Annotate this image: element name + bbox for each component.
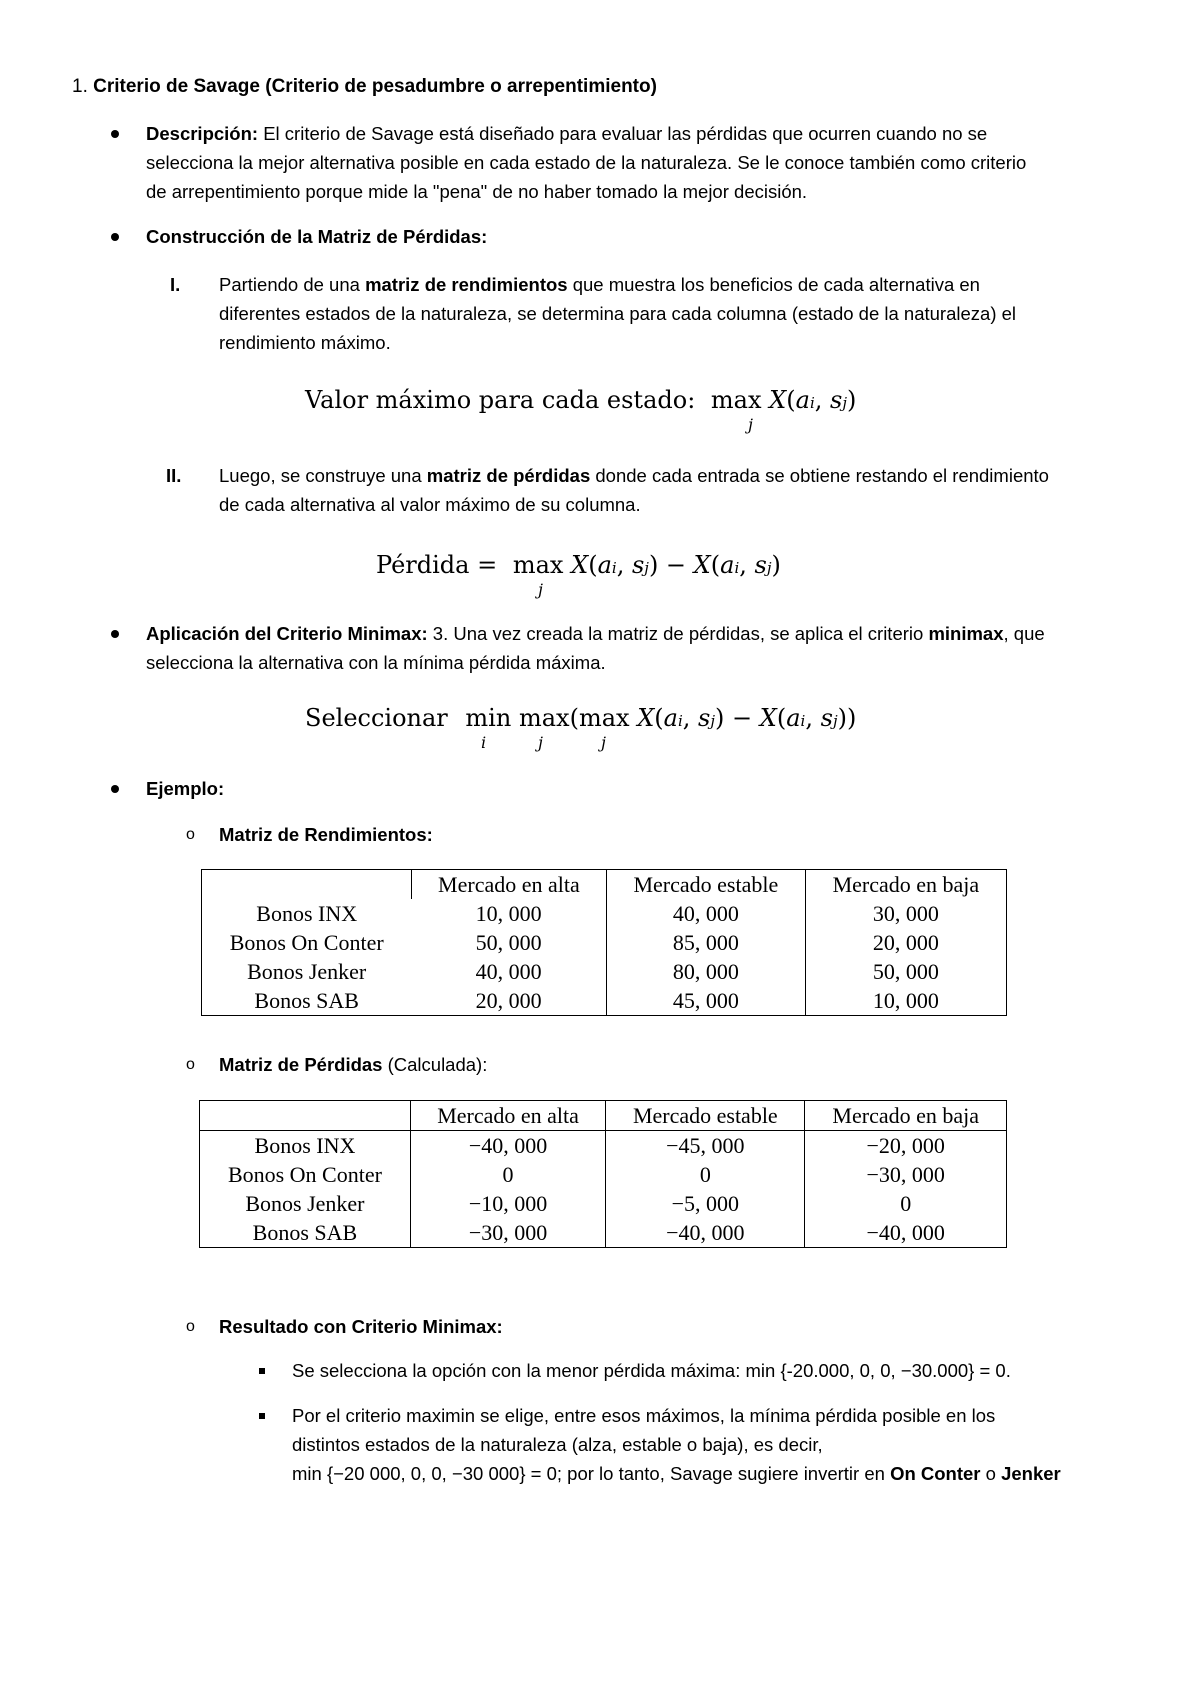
table-header-cell: Mercado estable <box>606 1101 805 1131</box>
table-cell: 20, 000 <box>411 986 606 1016</box>
bullet-dot <box>111 130 119 138</box>
table-header-cell: Mercado en alta <box>411 870 606 900</box>
row-label: Bonos SAB <box>200 1218 411 1248</box>
table-cell: 50, 000 <box>411 928 606 957</box>
formula1-under: j <box>748 415 753 434</box>
table-cell: 40, 000 <box>411 957 606 986</box>
construccion-label: Construcción de la Matriz de Pérdidas: <box>146 226 488 247</box>
resultado-option-jenker: Jenker <box>1001 1463 1061 1484</box>
bullet-dot <box>111 233 119 241</box>
aplicacion-post: , que <box>1003 623 1045 644</box>
table-cell: 10, 000 <box>411 899 606 928</box>
table-cell: −30, 000 <box>410 1218 605 1248</box>
table-cell: −30, 000 <box>866 1162 945 1187</box>
table-header-cell: Mercado estable <box>606 870 805 900</box>
table-row <box>202 928 1007 957</box>
table-cell: 50, 000 <box>872 959 939 984</box>
table-corner-cell <box>202 870 412 900</box>
table-cell: 40, 000 <box>606 899 805 928</box>
table-row <box>200 1189 1007 1218</box>
formula-3: Seleccionar min max(max X(ai, sj) − X(ai, sj)) <box>305 704 857 732</box>
table-header-cell: Mercado en baja <box>832 872 980 897</box>
formula3-under-j1: j <box>538 733 543 752</box>
section-title-text: Criterio de Savage (Criterio de pesadumbre o arrepentimiento) <box>93 76 657 97</box>
table-row <box>200 1218 1007 1248</box>
perdidas-label: Matriz de Pérdidas <box>219 1054 383 1075</box>
resultado-item2-line1: Por el criterio maximin se elige, entre esos máximos, la mínima pérdida posible en los <box>292 1405 996 1426</box>
square-bullet <box>259 1368 265 1374</box>
circle-bullet: o <box>186 826 195 843</box>
table-row <box>202 957 1007 986</box>
formula3-min: min <box>465 704 512 732</box>
table-cell: 30, 000 <box>872 901 939 926</box>
bullet-dot <box>111 630 119 638</box>
resultado-option-on-conter: On Conter <box>890 1463 981 1484</box>
step1-post: que muestra los beneficios de cada alternativa en <box>567 274 980 295</box>
circle-bullet: o <box>186 1056 195 1073</box>
table-header-cell: Mercado en baja <box>805 1101 1007 1131</box>
step1-line1 <box>219 273 980 297</box>
table-cell: −40, 000 <box>866 1220 945 1245</box>
formula3-max: max <box>518 704 570 732</box>
table-row <box>202 986 1007 1016</box>
resultado-label: Resultado con Criterio Minimax: <box>219 1316 503 1337</box>
table-row <box>200 1131 1007 1161</box>
formula2-text: Pérdida = <box>376 551 498 579</box>
resultado-item2-line2: distintos estados de la naturaleza (alza, estable o baja), es decir, <box>292 1434 823 1455</box>
descripcion-line3: de arrepentimiento porque mide la "pena" de no haber tomado la mejor decisión. <box>146 181 808 202</box>
table-header-row <box>200 1101 1007 1131</box>
descripcion-text: El criterio de Savage está diseñado para evaluar las pérdidas que ocurren cuando no se <box>263 123 988 144</box>
table-cell: 0 <box>606 1160 805 1189</box>
table-cell: −20, 000 <box>866 1133 945 1158</box>
row-label: Bonos On Conter <box>200 1160 411 1189</box>
formula-2: Pérdida = max X(ai, sj) − X(ai, sj) <box>376 551 781 579</box>
circle-bullet: o <box>186 1318 195 1335</box>
table-row <box>202 899 1007 928</box>
formula-1: Valor máximo para cada estado: max X(ai, sj) <box>305 386 857 414</box>
step1-bold: matriz de rendimientos <box>365 274 568 295</box>
formula3-text: Seleccionar <box>305 704 448 732</box>
rendimientos-table <box>201 869 1007 1016</box>
table-cell: −10, 000 <box>410 1189 605 1218</box>
step1-pre: Partiendo de una <box>219 274 366 295</box>
formula3-under-i: i <box>481 733 487 752</box>
rendimientos-label: Matriz de Rendimientos: <box>219 824 433 845</box>
step2-line1 <box>219 464 1049 488</box>
table-cell: 10, 000 <box>872 988 939 1013</box>
table-header-row <box>202 870 1007 900</box>
aplicacion-label: Aplicación del Criterio Minimax: <box>146 623 428 644</box>
section-title <box>72 75 657 99</box>
section-number: 1. <box>72 76 88 97</box>
resultado-item2-line3 <box>292 1462 1061 1486</box>
table-cell: −40, 000 <box>606 1218 805 1248</box>
row-label: Bonos Jenker <box>200 1189 411 1218</box>
row-label: Bonos INX <box>200 1131 411 1161</box>
descripcion-line2: selecciona la mejor alternativa posible en cada estado de la naturaleza. Se le conoce también como criterio <box>146 152 1027 173</box>
step2-post: donde cada entrada se obtiene restando el rendimiento <box>590 465 1049 486</box>
table-row <box>200 1160 1007 1189</box>
table-header-cell: Mercado en alta <box>410 1101 605 1131</box>
formula2-under: j <box>538 580 543 599</box>
step2-bold: matriz de pérdidas <box>426 465 591 486</box>
step1-numeral: I. <box>170 274 181 295</box>
formula1-op: max <box>710 386 762 414</box>
row-label: Bonos Jenker <box>247 959 367 984</box>
row-label: Bonos INX <box>256 901 358 926</box>
table-cell: 0 <box>410 1160 605 1189</box>
table-cell: 20, 000 <box>872 930 939 955</box>
perdidas-table <box>199 1100 1007 1248</box>
aplicacion-bold: minimax <box>928 623 1004 644</box>
table-cell: −5, 000 <box>606 1189 805 1218</box>
perdidas-suffix: (Calculada): <box>382 1054 488 1075</box>
resultado-item1: Se selecciona la opción con la menor pérdida máxima: min {-20.000, 0, 0, −30.000} = 0. <box>292 1360 1011 1381</box>
table-cell: −40, 000 <box>410 1131 605 1161</box>
table-cell: −45, 000 <box>606 1131 805 1161</box>
table-cell: 0 <box>900 1191 912 1216</box>
descripcion-label: Descripción: <box>146 123 259 144</box>
step2-pre: Luego, se construye una <box>219 465 427 486</box>
step1-line2: diferentes estados de la naturaleza, se determina para cada columna (estado de la naturaleza) el <box>219 303 1017 324</box>
step2-numeral: II. <box>166 465 182 486</box>
ejemplo-label: Ejemplo: <box>146 778 225 799</box>
formula3-under-j2: j <box>601 733 606 752</box>
row-label: Bonos On Conter <box>229 930 384 955</box>
resultado-item2-mid: o <box>980 1463 1002 1484</box>
aplicacion-line2: selecciona la alternativa con la mínima pérdida máxima. <box>146 652 606 673</box>
table-corner-cell <box>200 1101 411 1131</box>
aplicacion-pre: 3. Una vez creada la matriz de pérdidas, se aplica el criterio <box>427 623 929 644</box>
table-cell: 45, 000 <box>606 986 805 1016</box>
square-bullet <box>259 1413 265 1419</box>
row-label: Bonos SAB <box>254 988 359 1013</box>
step1-line3: rendimiento máximo. <box>219 332 391 353</box>
step2-line2: de cada alternativa al valor máximo de su columna. <box>219 494 641 515</box>
formula1-text: Valor máximo para cada estado: <box>305 386 696 414</box>
perdidas-label-line <box>219 1053 487 1077</box>
formula2-op: max <box>512 551 564 579</box>
bullet-dot <box>111 785 119 793</box>
table-cell: 85, 000 <box>606 928 805 957</box>
formula3-max-inner: max <box>578 704 630 732</box>
table-cell: 80, 000 <box>606 957 805 986</box>
aplicacion-line1 <box>146 622 1045 646</box>
descripcion-line1 <box>146 122 987 146</box>
resultado-item2-pre: min {−20 000, 0, 0, −30 000} = 0; por lo tanto, Savage sugiere invertir en <box>292 1463 891 1484</box>
